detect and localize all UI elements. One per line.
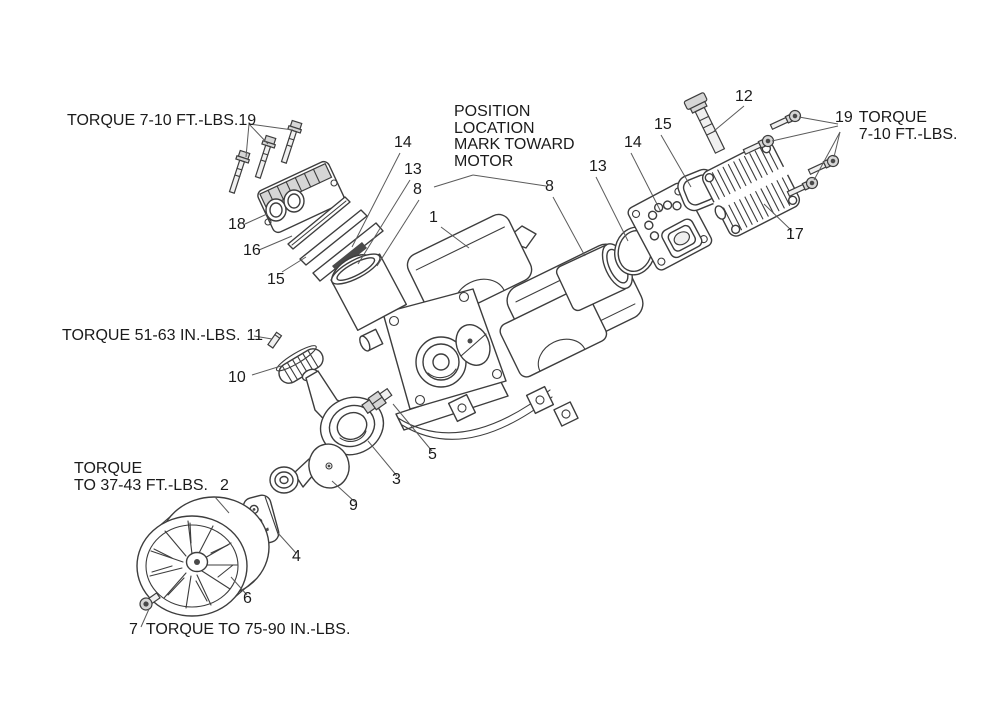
callout-15-right: 15 xyxy=(654,116,672,133)
callout-4: 4 xyxy=(292,548,301,565)
torque-note-head-right xyxy=(835,110,958,143)
callout-7: 7 xyxy=(129,621,138,638)
note-line: MARK TOWARD xyxy=(454,136,575,153)
callout-8-right: 8 xyxy=(545,178,554,195)
note-line: LOCATION xyxy=(454,119,535,137)
part-11-dowel-pin xyxy=(268,332,282,348)
callout-19-left: 19 xyxy=(238,112,257,129)
callout-13-right: 13 xyxy=(589,158,607,175)
note-text: TORQUE TO 75-90 IN.-LBS. xyxy=(145,621,351,638)
note-line: TORQUE xyxy=(74,460,143,477)
callout-3: 3 xyxy=(392,471,401,488)
callout-9: 9 xyxy=(349,497,358,514)
callout-12: 12 xyxy=(735,88,753,105)
note-line: TORQUE xyxy=(858,109,927,126)
part-9-connecting-rod xyxy=(270,440,353,493)
callout-6: 6 xyxy=(243,590,252,607)
callout-17: 17 xyxy=(786,226,804,243)
callout-10: 10 xyxy=(228,369,246,386)
note-text: TORQUE 51-63 IN.-LBS. xyxy=(62,327,241,344)
callout-16: 16 xyxy=(243,242,261,259)
torque-note-flywheel xyxy=(129,622,350,639)
callout-2: 2 xyxy=(219,476,229,494)
callout-14-right: 14 xyxy=(624,134,642,151)
callout-11: 11 xyxy=(246,327,264,344)
callout-14-left: 14 xyxy=(394,134,412,151)
callout-13-left: 13 xyxy=(404,161,422,178)
note-line: 7-10 FT.-LBS. xyxy=(858,125,958,143)
callout-1: 1 xyxy=(429,209,438,226)
note-line: POSITION xyxy=(454,103,531,120)
torque-note-pin xyxy=(62,328,263,345)
note-text: TORQUE 7-10 FT.-LBS. xyxy=(67,112,239,129)
part-1-crankcase xyxy=(358,210,649,439)
note-line: TO 37-43 FT.-LBS. xyxy=(74,476,208,494)
part-18-cylinder-head-left xyxy=(256,160,346,235)
callout-15-left: 15 xyxy=(267,271,285,288)
torque-note-head-left xyxy=(67,113,256,130)
callout-18: 18 xyxy=(228,216,246,233)
position-mark-note xyxy=(454,104,575,170)
torque-note-crank xyxy=(74,461,229,494)
callout-5: 5 xyxy=(428,446,437,463)
callout-19-right: 19 xyxy=(835,109,853,126)
note-line: MOTOR xyxy=(454,152,514,170)
callout-8-left: 8 xyxy=(413,181,422,198)
